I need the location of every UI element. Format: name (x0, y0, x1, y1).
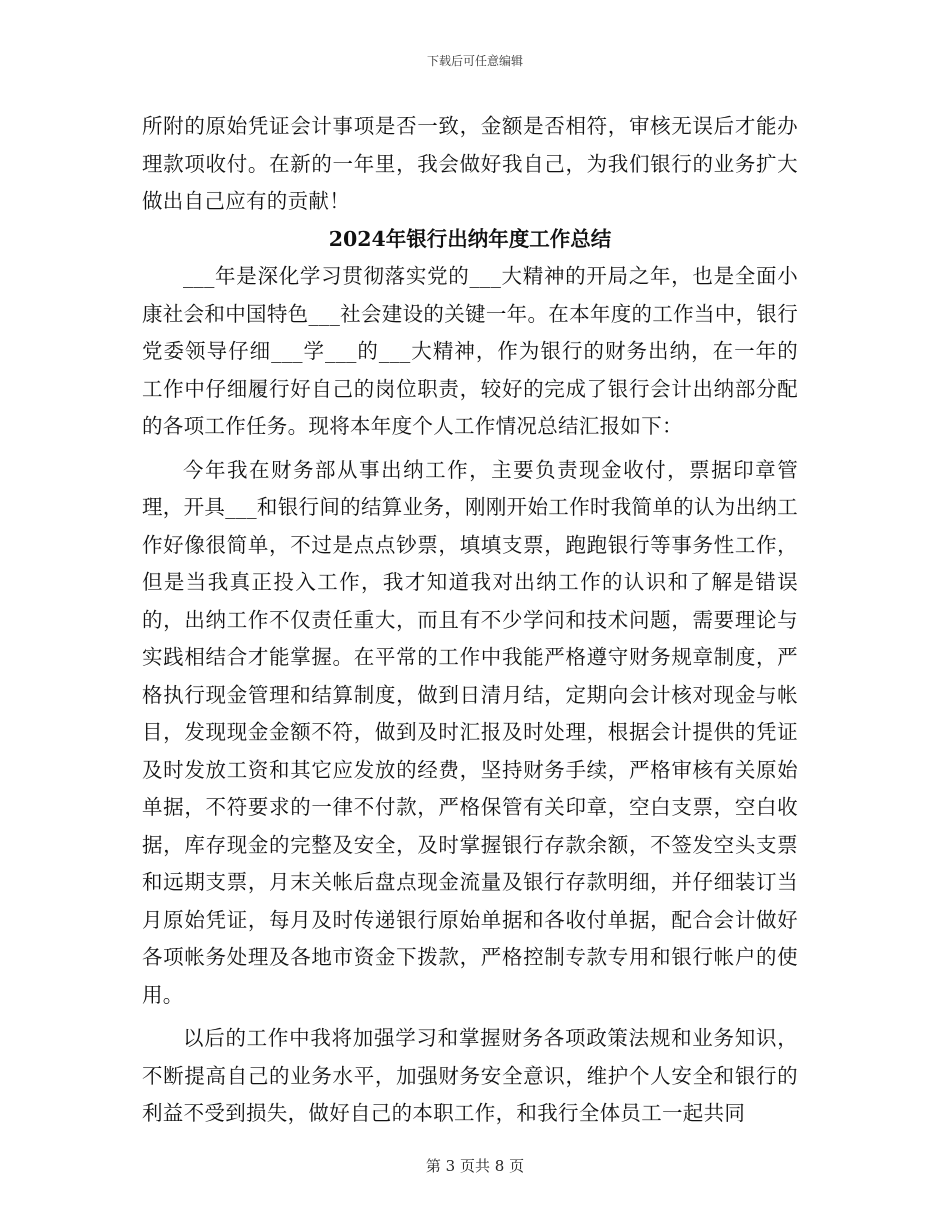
paragraph-3: 以后的工作中我将加强学习和掌握财务各项政策法规和业务知识，不断提高自己的业务水平，加强财务安全意识，维护个人安全和银行的利益不受到损失，做好自己的本职工作，和我行全体员工一起共同 (142, 1026, 798, 1125)
intro-paragraph: 所附的原始凭证会计事项是否一致，金额是否相符，审核无误后才能办理款项收付。在新的一年里，我会做好我自己，为我们银行的业务扩大做出自己应有的贡献！ (142, 114, 798, 213)
paragraph-1: ___年是深化学习贯彻落实党的___大精神的开局之年，也是全面小康社会和中国特色___社会建设的关键一年。在本年度的工作当中，银行党委领导仔细___学___的___大精神，作为银行的财务出纳，在一年的工作中仔细履行好自己的岗位职责，较好的完成了银行会计出纳部分配的各项工作任务。现将本年度个人工作情况总结汇报如下： (142, 264, 798, 438)
page-header: 下载后可任意编辑 (426, 54, 523, 68)
page-footer: 第 3 页共 8 页 (425, 1157, 525, 1175)
document-body (142, 108, 798, 1133)
paragraph-2: 今年我在财务部从事出纳工作，主要负责现金收付，票据印章管理，开具___和银行间的结算业务，刚刚开始工作时我简单的认为出纳工作好像很简单，不过是点点钞票，填填支票，跑跑银行等事务性工作，但是当我真正投入工作，我才知道我对出纳工作的认识和了解是错误的，出纳工作不仅责任重大，而且有不少学问和技术问题，需要理论与实践相结合才能掌握。在平常的工作中我能严格遵守财务规章制度，严格执行现金管理和结算制度，做到日清月结，定期向会计核对现金与帐目，发现现金金额不符，做到及时汇报及时处理，根据会计提供的凭证及时发放工资和其它应发放的经费，坚持财务手续，严格审核有关原始单据，不符要求的一律不付款，严格保管有关印章，空白支票，空白收据，库存现金的完整及安全，及时掌握银行存款余额，不签发空头支票和远期支票，月末关帐后盘点现金流量及银行存款明细，并仔细装订当月原始凭证，每月及时传递银行原始单据和各收付单据，配合会计做好各项帐务处理及各地市资金下拨款，严格控制专款专用和银行帐户的使用。 (142, 457, 798, 1007)
document-title: 2024年银行出纳年度工作总结 (328, 226, 612, 251)
